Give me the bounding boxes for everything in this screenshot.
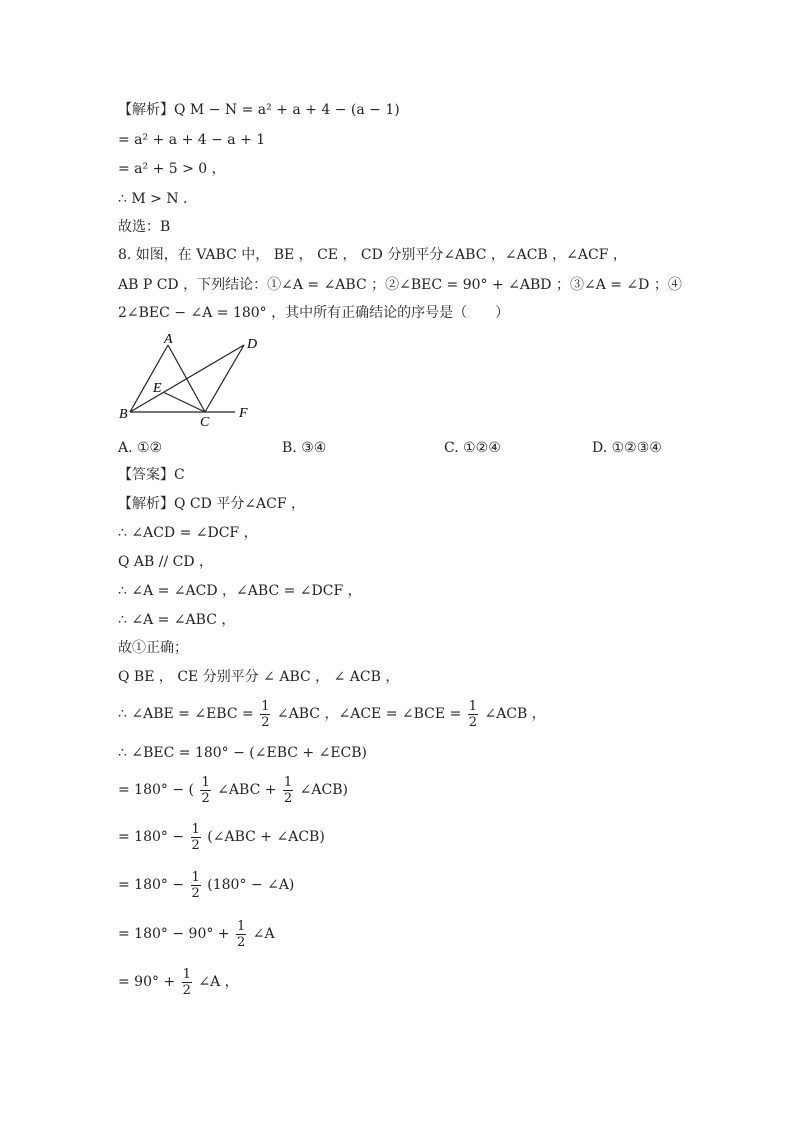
fraction-half (182, 967, 192, 998)
solution-line-8-part-1: ∴ ∠ABE = ∠EBC = (118, 706, 254, 722)
solution-line-10-part-1: = 180° − ( (118, 782, 194, 798)
fraction-denominator: 2 (468, 714, 478, 730)
solution-line-8-part-2: ∠ABC ，∠ACE = ∠BCE = (276, 706, 462, 722)
solution-line-13-part-1: = 180° − 90° + (118, 926, 230, 942)
solution-line-14-part-1: = 90° + (118, 974, 176, 990)
line-analysis-3: = a² + 5 > 0 ， (118, 161, 226, 177)
fraction-half (200, 775, 210, 806)
choice-b: B. ③④ (282, 440, 327, 456)
choice-d: D. ①②③④ (592, 440, 662, 456)
solution-line-12-part-2: (180° − ∠A) (207, 877, 295, 893)
question-8-stem-1: 8. 如图，在 VABC 中， BE ， CE ， CD 分别平分∠ABC ，∠ACB ，∠ACF ， (118, 247, 627, 263)
fraction-denominator: 2 (236, 934, 246, 950)
solution-line-9: ∴ ∠BEC = 180° − (∠EBC + ∠ECB) (118, 745, 368, 761)
fraction-numerator: 1 (283, 774, 293, 790)
fraction-numerator: 1 (191, 821, 200, 837)
fraction-numerator: 1 (182, 966, 191, 982)
point-d-label: D (247, 337, 258, 352)
fraction-denominator: 2 (261, 714, 270, 730)
fraction-half (191, 822, 201, 853)
solution-line-11-part-2: (∠ABC + ∠ACB) (207, 829, 325, 845)
solution-line-10 (118, 773, 348, 807)
solution-line-10-part-3: ∠ACB) (299, 782, 348, 798)
solution-line-7: Q BE ， CE 分别平分 ∠ ABC ， ∠ ACB ， (118, 669, 400, 685)
line-analysis-1: 【解析】Q M − N = a² + a + 4 − (a − 1) (118, 102, 400, 118)
fraction-half (283, 775, 293, 806)
question-8-stem-2: AB P CD ，下列结论：①∠A = ∠ABC ；②∠BEC = 90° + ∠ABD ；③∠A = ∠D ；④ (118, 277, 682, 293)
solution-line-4: ∴ ∠A = ∠ACD ，∠ABC = ∠DCF ， (118, 583, 362, 599)
fraction-half (236, 919, 246, 950)
solution-line-2: ∴ ∠ACD = ∠DCF ， (118, 525, 258, 541)
point-f-label: F (239, 406, 248, 421)
line-analysis-2: = a² + a + 4 − a + 1 (118, 132, 266, 148)
fraction-half (468, 699, 478, 730)
point-b-label: B (119, 407, 128, 422)
fraction-denominator: 2 (191, 885, 200, 901)
solution-line-6: 故①正确； (118, 640, 188, 656)
answer-label: 【答案】C (118, 467, 185, 483)
solution-line-11-part-1: = 180° − (118, 829, 185, 845)
fraction-numerator: 1 (201, 774, 210, 790)
solution-line-14-part-2: ∠A ， (198, 974, 239, 990)
fraction-numerator: 1 (191, 869, 200, 885)
segment-ec (163, 392, 205, 412)
point-a-label: A (164, 332, 173, 347)
point-e-label: E (153, 381, 162, 396)
choice-c: C. ①②④ (444, 440, 501, 456)
line-analysis-4: ∴ M > N . (118, 191, 188, 207)
fraction-denominator: 2 (182, 982, 191, 998)
solution-line-14 (118, 965, 239, 999)
solution-line-13 (118, 917, 275, 951)
fraction-denominator: 2 (191, 837, 200, 853)
geometry-figure (115, 330, 260, 430)
fraction-numerator: 1 (468, 698, 478, 714)
fraction-half (191, 870, 201, 901)
fraction-half (260, 699, 270, 730)
solution-line-8-part-3: ∠ACB ， (484, 706, 546, 722)
choice-a: A. ①② (118, 440, 163, 456)
fraction-numerator: 1 (261, 698, 270, 714)
solution-line-12 (118, 868, 294, 902)
solution-line-8 (118, 697, 546, 731)
segment-cd (205, 345, 244, 412)
solution-line-10-part-2: ∠ABC + (217, 782, 277, 798)
segment-ba (130, 345, 168, 412)
question-8-stem-3: 2∠BEC − ∠A = 180° ，其中所有正确结论的序号是（ ） (118, 305, 510, 321)
line-answer-choice: 故选：B (118, 219, 171, 235)
solution-line-3: Q AB // CD ， (118, 554, 214, 570)
fraction-numerator: 1 (236, 918, 246, 934)
point-c-label: C (200, 415, 210, 430)
solution-line-12-part-1: = 180° − (118, 877, 185, 893)
solution-line-13-part-2: ∠A (252, 926, 275, 942)
fraction-denominator: 2 (201, 790, 210, 806)
solution-line-5: ∴ ∠A = ∠ABC ， (118, 612, 236, 628)
fraction-denominator: 2 (283, 790, 293, 806)
solution-line-11 (118, 820, 325, 854)
segment-bd (130, 345, 244, 412)
solution-line-1: 【解析】Q CD 平分∠ACF ， (118, 496, 306, 512)
